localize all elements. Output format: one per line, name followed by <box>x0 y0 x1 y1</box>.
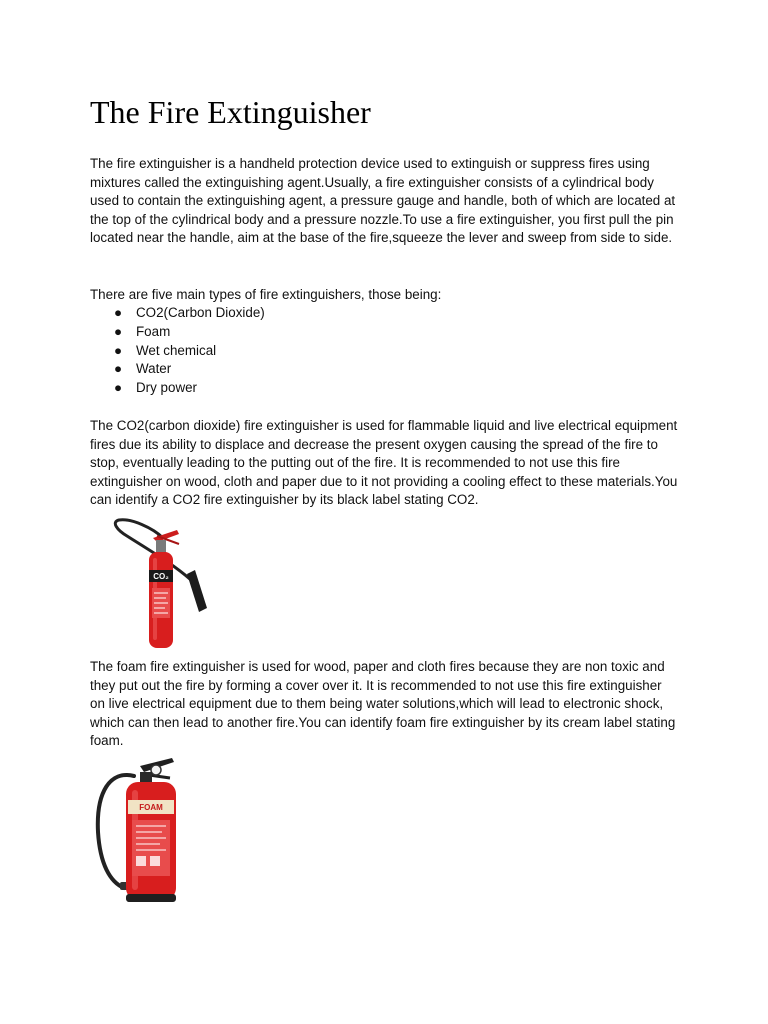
foam-label-text: FOAM <box>139 803 163 812</box>
warning-symbol-icon <box>150 856 160 866</box>
foam-extinguisher-image <box>90 752 200 912</box>
types-intro-paragraph: There are five main types of fire extinguishers, those being: <box>90 287 442 302</box>
co2-paragraph: The CO2(carbon dioxide) fire extinguisher is used for flammable liquid and live electrical equipment fires due its ability to displace and decrease the present oxygen causing the spread of the fire to stop, eventually leading to the putting out of the fire. It is recommended to not use this fire extinguisher on wood, cloth and paper due to it not providing a cooling effect to these materials.You can identify a CO2 fire extinguisher by its black label stating CO2. <box>90 418 678 508</box>
warning-symbol-icon <box>136 856 146 866</box>
bullet-icon: ● <box>114 361 123 377</box>
bullet-icon: ● <box>114 342 123 358</box>
document-title: The Fire Extinguisher <box>90 94 371 130</box>
list-item <box>90 379 265 398</box>
list-item-text: Dry power <box>136 380 198 396</box>
bullet-icon: ● <box>114 323 123 339</box>
list-item-text: CO2(Carbon Dioxide) <box>136 305 265 320</box>
co2-extinguisher-drawing <box>113 514 228 654</box>
co2-extinguisher-image <box>113 514 228 654</box>
bullet-icon: ● <box>114 380 123 396</box>
list-item-text: Water <box>136 361 172 377</box>
extinguisher-types-list <box>90 304 265 398</box>
co2-label-text: CO₂ <box>153 572 169 581</box>
instruction-panel-icon <box>132 820 170 876</box>
foam-extinguisher-drawing <box>90 752 200 912</box>
base-ring-icon <box>126 894 176 902</box>
list-item <box>90 304 265 323</box>
list-item-text: Wet chemical <box>136 342 217 358</box>
intro-paragraph: The fire extinguisher is a handheld protection device used to extinguish or suppress fires using mixtures called the extinguishing agent.Usually, a fire extinguisher consists of a cylindrical body used to contain the extinguishing agent, a pressure gauge and handle, both of which are located at the top of the cylindrical body and a pressure nozzle.To use a fire extinguisher, you first pull the pin located near the handle, aim at the base of the fire,squeeze the lever and sweep from side to side. <box>90 156 676 246</box>
list-item <box>90 323 265 342</box>
foam-paragraph: The foam fire extinguisher is used for wood, paper and cloth fires because they are non toxic and they put out the fire by forming a cover over it. It is recommended to not use this fire extinguisher on live electrical equipment due to them being water solutions,which will lead to electronic shock, which can then lead to another fire.You can identify foam fire extinguisher by its cream label stating foam. <box>90 659 676 749</box>
valve-icon <box>156 540 166 554</box>
list-item <box>90 360 265 379</box>
pressure-gauge-icon <box>151 765 161 775</box>
bullet-icon: ● <box>114 305 123 320</box>
discharge-horn-icon <box>187 570 207 612</box>
list-item <box>90 342 265 361</box>
list-item-text: Foam <box>136 323 171 339</box>
